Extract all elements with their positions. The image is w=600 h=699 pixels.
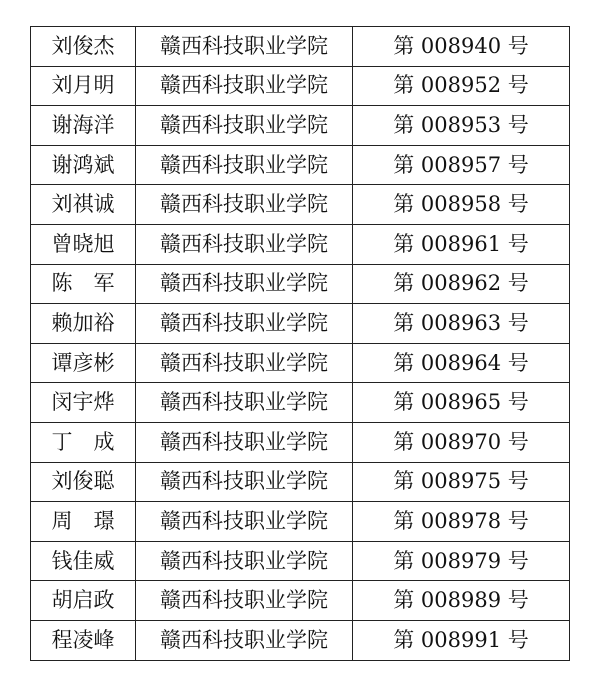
certificate-number-cell: 第 008979 号 <box>353 541 570 581</box>
table-row <box>31 27 570 67</box>
name-cell: 刘祺诚 <box>31 185 136 225</box>
name-cell: 曾晓旭 <box>31 224 136 264</box>
certificate-number-cell: 第 008978 号 <box>353 502 570 542</box>
school-cell: 赣西科技职业学院 <box>136 224 353 264</box>
name-cell: 刘月明 <box>31 66 136 106</box>
name-cell: 胡启政 <box>31 581 136 621</box>
certificate-number-cell: 第 008953 号 <box>353 106 570 146</box>
table-row <box>31 422 570 462</box>
name-cell: 赖加裕 <box>31 304 136 344</box>
name-cell: 丁 成 <box>31 422 136 462</box>
certificate-number-cell: 第 008940 号 <box>353 27 570 67</box>
school-cell: 赣西科技职业学院 <box>136 27 353 67</box>
name-cell: 谢鸿斌 <box>31 145 136 185</box>
school-cell: 赣西科技职业学院 <box>136 462 353 502</box>
table-row <box>31 185 570 225</box>
certificate-number-cell: 第 008963 号 <box>353 304 570 344</box>
name-cell: 刘俊聪 <box>31 462 136 502</box>
certificate-number-cell: 第 008991 号 <box>353 620 570 660</box>
school-cell: 赣西科技职业学院 <box>136 343 353 383</box>
school-cell: 赣西科技职业学院 <box>136 620 353 660</box>
name-cell: 程凌峰 <box>31 620 136 660</box>
school-cell: 赣西科技职业学院 <box>136 264 353 304</box>
school-cell: 赣西科技职业学院 <box>136 541 353 581</box>
certificate-number-cell: 第 008961 号 <box>353 224 570 264</box>
certificate-number-cell: 第 008952 号 <box>353 66 570 106</box>
table-row <box>31 145 570 185</box>
table-row <box>31 502 570 542</box>
table-row <box>31 224 570 264</box>
certificate-number-cell: 第 008965 号 <box>353 383 570 423</box>
table-row <box>31 620 570 660</box>
school-cell: 赣西科技职业学院 <box>136 502 353 542</box>
name-cell: 闵宇烨 <box>31 383 136 423</box>
table-row <box>31 264 570 304</box>
school-cell: 赣西科技职业学院 <box>136 304 353 344</box>
school-cell: 赣西科技职业学院 <box>136 145 353 185</box>
certificate-number-cell: 第 008957 号 <box>353 145 570 185</box>
school-cell: 赣西科技职业学院 <box>136 383 353 423</box>
table-row <box>31 581 570 621</box>
certificate-table <box>30 26 570 661</box>
table-row <box>31 541 570 581</box>
certificate-number-cell: 第 008970 号 <box>353 422 570 462</box>
name-cell: 周 璟 <box>31 502 136 542</box>
certificate-number-cell: 第 008989 号 <box>353 581 570 621</box>
name-cell: 谢海洋 <box>31 106 136 146</box>
school-cell: 赣西科技职业学院 <box>136 106 353 146</box>
school-cell: 赣西科技职业学院 <box>136 66 353 106</box>
name-cell: 钱佳威 <box>31 541 136 581</box>
name-cell: 刘俊杰 <box>31 27 136 67</box>
school-cell: 赣西科技职业学院 <box>136 581 353 621</box>
name-cell: 谭彦彬 <box>31 343 136 383</box>
table-row <box>31 66 570 106</box>
certificate-number-cell: 第 008975 号 <box>353 462 570 502</box>
table-row <box>31 343 570 383</box>
table-row <box>31 383 570 423</box>
certificate-number-cell: 第 008958 号 <box>353 185 570 225</box>
certificate-number-cell: 第 008964 号 <box>353 343 570 383</box>
table-row <box>31 304 570 344</box>
table-body <box>31 27 570 661</box>
school-cell: 赣西科技职业学院 <box>136 185 353 225</box>
certificate-number-cell: 第 008962 号 <box>353 264 570 304</box>
table-row <box>31 462 570 502</box>
table-row <box>31 106 570 146</box>
school-cell: 赣西科技职业学院 <box>136 422 353 462</box>
name-cell: 陈 军 <box>31 264 136 304</box>
